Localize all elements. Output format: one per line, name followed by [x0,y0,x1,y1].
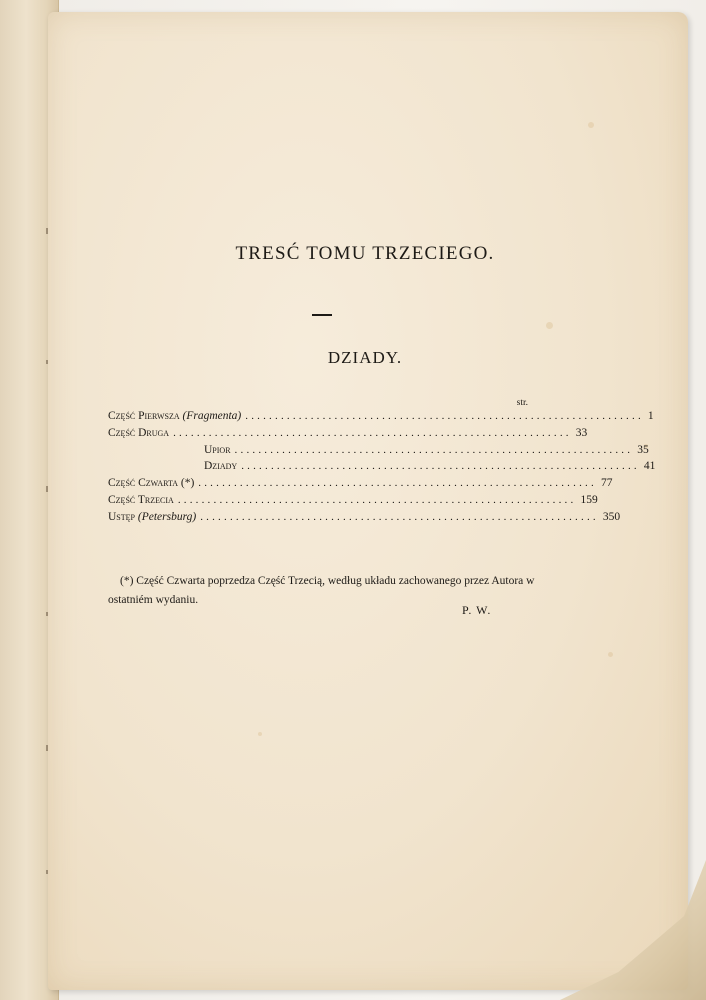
leader-dots: ................................................................... [198,477,597,490]
toc-entry-subtitle: (Fragmenta) [182,410,242,422]
toc-entry-subtitle: (Petersburg) [137,510,197,523]
leader-dots: ................................................................... [234,443,634,456]
toc-entry-page: 350 [602,510,621,523]
leader-dots: ................................................................... [200,510,599,523]
leader-dots: ................................................................... [241,460,640,473]
toc-entry-page: 77 [600,477,613,490]
toc-entry [108,510,621,528]
table-of-contents [108,398,656,528]
section-heading: DZIADY. [327,348,403,367]
toc-entry-label: Część Druga [108,426,170,439]
toc-entry-label: Dziady [204,460,238,473]
toc-entry [108,410,654,427]
toc-entry-page: 41 [643,460,656,473]
toc-entry-label: Część Pierwsza [108,410,180,422]
toc-entry-label: Upior [204,443,231,456]
title-rule [312,314,332,316]
toc-entry [108,443,649,461]
toc-entry-page: 159 [580,493,598,506]
page-column-header: str. [516,398,528,408]
page-title: TRESĆ TOMU TRZECIEGO. [235,243,495,264]
leader-dots: ................................................................... [173,426,572,439]
toc-entry-subtitle: (*) [180,477,195,490]
toc-entry [108,477,613,494]
toc-entry [108,460,656,477]
leader-dots: ................................................................... [177,493,577,506]
toc-entry-page: 35 [637,443,649,456]
footnote: (*) Część Czwarta poprzedza Część Trzecią, według układu zachowanego przez Autora w ostatniém wydaniu. [108,575,535,606]
toc-entry-label: Ustęp [108,510,135,523]
toc-entry [108,426,588,444]
toc-entry-page: 1 [647,410,654,422]
leader-dots: ................................................................... [245,410,644,422]
toc-entry-label: Część Trzecia [108,493,174,506]
toc-entry-label: Część Czwarta [108,477,178,490]
signature-initials: P. W. [462,603,492,617]
toc-entry [108,493,598,511]
toc-entry-page: 33 [575,426,588,439]
